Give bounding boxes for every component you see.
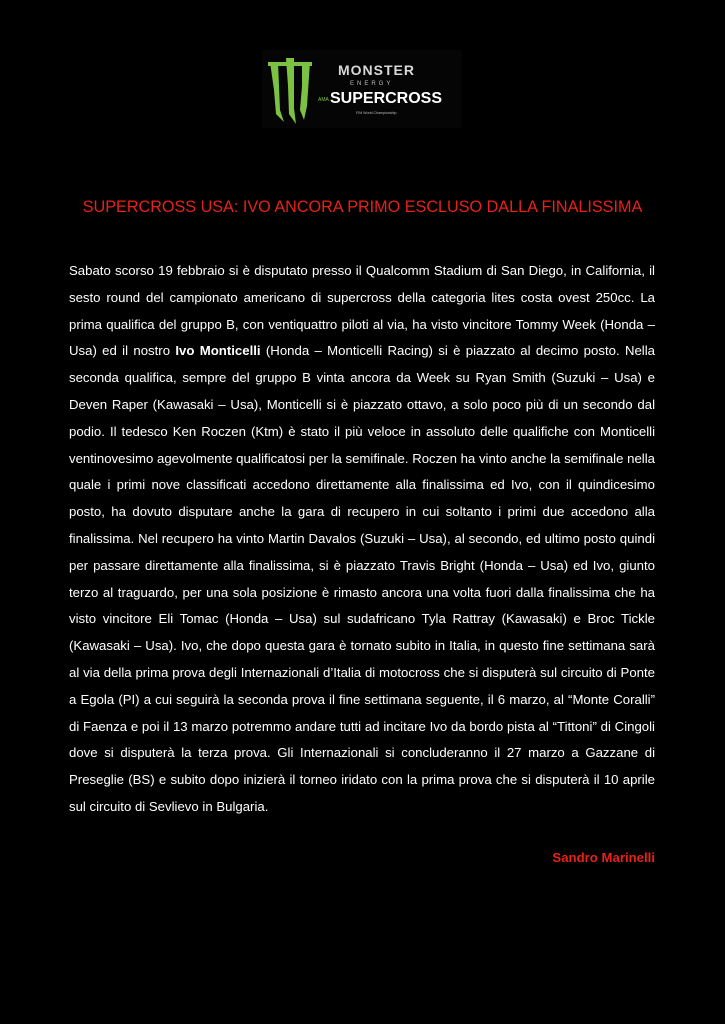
svg-text:MONSTER: MONSTER (338, 62, 415, 78)
author-signature: Sandro Marinelli (552, 850, 655, 865)
svg-text:AMA: AMA (318, 97, 329, 103)
svg-text:SUPERCROSS: SUPERCROSS (330, 90, 443, 107)
svg-text:FIM World Championship: FIM World Championship (356, 111, 397, 115)
monster-supercross-logo (262, 50, 462, 128)
article-body (69, 258, 655, 821)
monster-claw-icon (262, 50, 462, 128)
article-body-part1: Sabato scorso 19 febbraio si è disputato presso il Qualcomm Stadium di San Diego, in California, il sesto round del campionato americano di supercross della categoria lites costa ovest 250cc. La prima qualifica del gruppo B, con ventiquattro piloti al via, ha visto vincitore Tommy Week (Honda – Usa) ed il nostro (69, 263, 655, 359)
article-body-part2: (Honda – Monticelli Racing) si è piazzato al decimo posto. Nella seconda qualifica, sempre del gruppo B vinta ancora da Week su Ryan Smith (Suzuki – Usa) e Deven Raper (Kawasaki – Usa), Monticelli si è piazzato ottavo, a solo poco più di un secondo dal podio. Il tedesco Ken Roczen (Ktm) è stato il più veloce in assoluto delle qualifiche con Monticelli ventinovesimo agevolmente qualificatosi per la semifinale. Roczen ha vinto anche la semifinale nella quale i primi nove classificati accedono direttamente alla finalissima ed Ivo, con il quindicesimo posto, ha dovuto disputare anche la gara di recupero in cui soltanto i primi due accedono alla finalissima. Nel recupero ha vinto Martin Davalos (Suzuki – Usa), al secondo, ed ultimo posto quindi per passare direttamente alla finalissima, si è piazzato Travis Bright (Honda – Usa) ed Ivo, giunto terzo al traguardo, per una sola posizione è rimasto ancora una volta fuori dalla finalissima che ha visto vincitore Eli Tomac (Honda – Usa) sul sudafricano Tyla Rattray (Kawasaki) e Broc Tickle (Kawasaki – Usa). Ivo, che dopo questa gara è tornato subito in Italia, in questo fine settimana sarà al via della prima prova degli Internazionali d’Italia di motocross che si disputerà sul circuito di Ponte a Egola (PI) a cui seguirà la seconda prova il fine settimana seguente, il 6 marzo, al “Monte Coralli” di Faenza e poi il 13 marzo potremmo andare tutti ad incitare Ivo da bordo pista al “Tittoni” di Cingoli dove si disputerà la terza prova. Gli Internazionali si concluderanno il 27 marzo a Gazzane di Preseglie (BS) e subito dopo inizierà il torneo iridato con la prima prova che si disputerà il 10 aprile sul circuito di Sevlievo in Bulgaria. (69, 343, 655, 814)
svg-text:ENERGY: ENERGY (350, 81, 394, 87)
article-headline: SUPERCROSS USA: IVO ANCORA PRIMO ESCLUSO DALLA FINALISSIMA (82, 198, 643, 216)
article-body-bold-name: Ivo Monticelli (175, 343, 261, 359)
